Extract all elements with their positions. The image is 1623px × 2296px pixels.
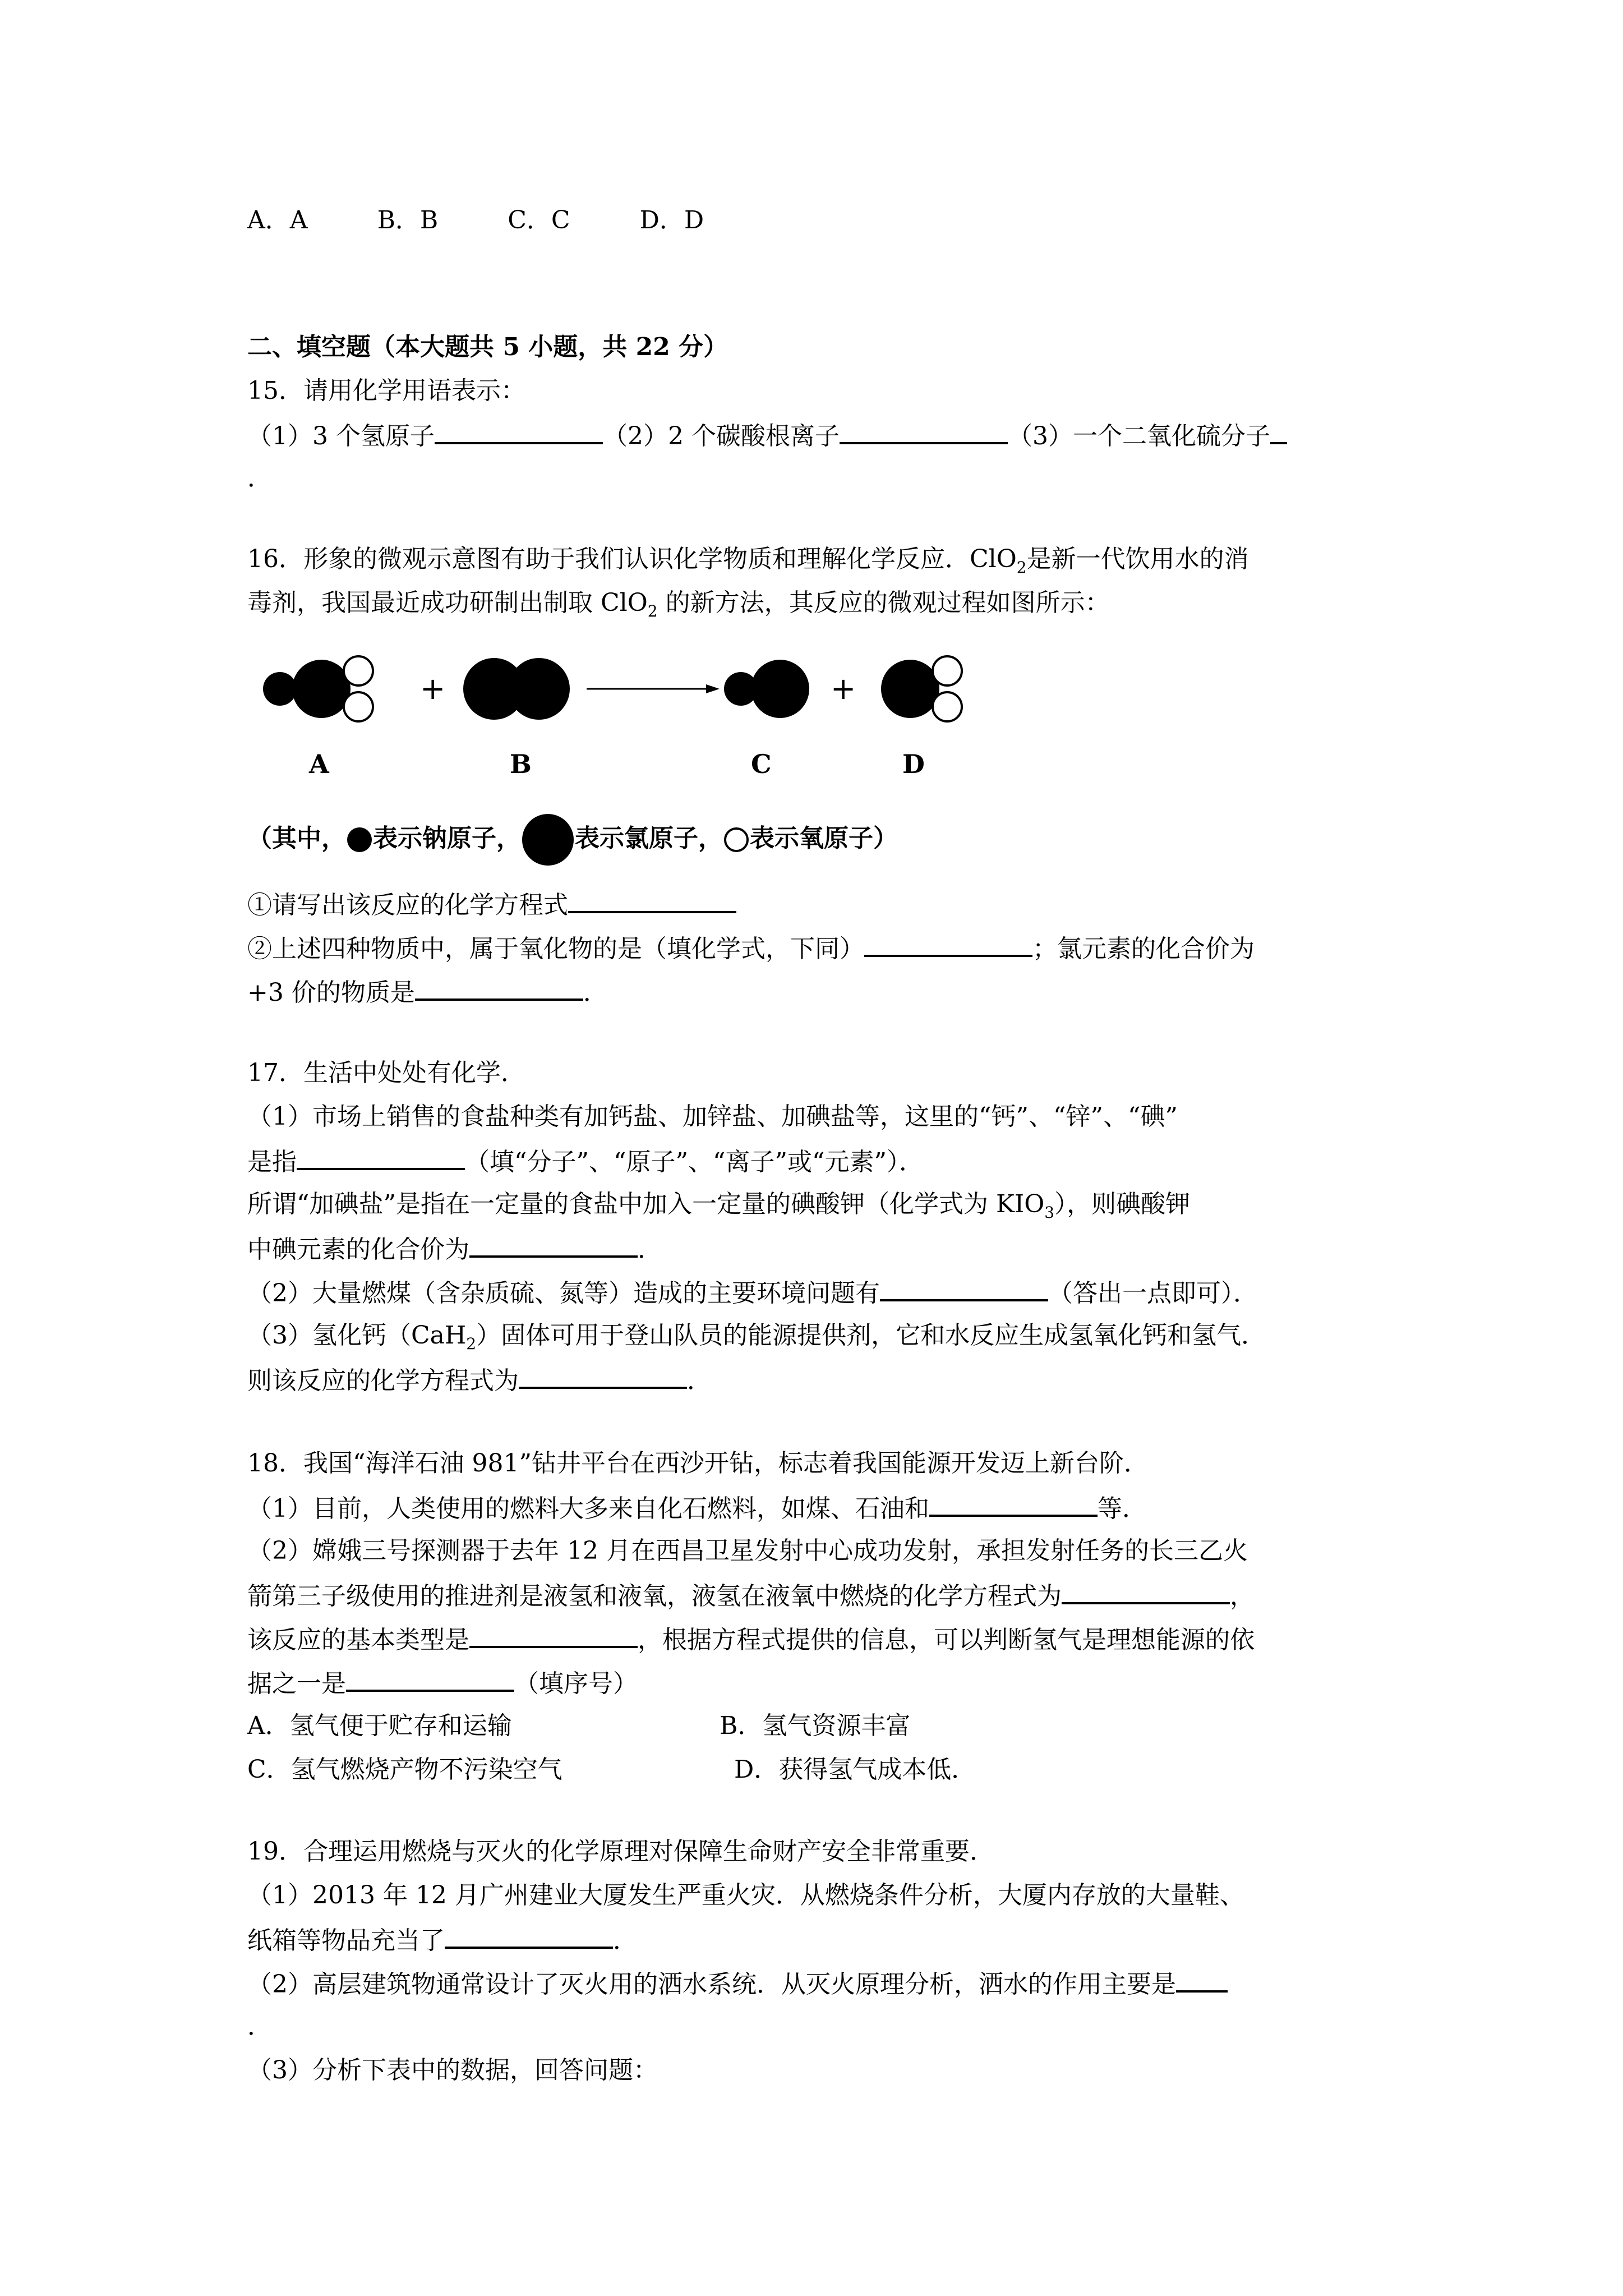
q18-option-a: A．氢气便于贮存和运输 — [247, 1711, 512, 1740]
q17-stem: 17．生活中处处有化学． — [247, 1059, 525, 1087]
q18-p2a: （2）嫦娥三号探测器于去年 12 月在西昌卫星发射中心成功发射，承担发射任务的长三乙火 — [247, 1536, 1248, 1565]
q17-p1a: （1）市场上销售的食盐种类有加钙盐、加锌盐、加碘盐等，这里的“钙”、“锌”、“碘” — [247, 1102, 1178, 1131]
q16-sub2-cont: +3 价的物质是 ． — [247, 969, 1391, 1013]
q19-p1a: （1）2013 年 12 月广州建业大厦发生严重火灾．从燃烧条件分析，大厦内存放的大量鞋、 — [247, 1881, 1244, 1910]
q18-option-b: B．氢气资源丰富 — [720, 1711, 911, 1740]
q18-p2c: 该反应的基本类型是 ，根据方程式提供的信息，可以判断氢气是理想能源的依 — [247, 1617, 1391, 1660]
q16-sub1: ①请写出该反应的化学方程式 — [247, 882, 1391, 926]
answer-blank[interactable] — [864, 926, 1032, 957]
option-b: B．B — [377, 206, 439, 234]
answer-blank[interactable] — [445, 1917, 613, 1949]
answer-blank[interactable] — [880, 1270, 1048, 1301]
question-19 — [247, 1830, 1391, 2092]
question-16-subparts — [247, 882, 1391, 1013]
option-d: D．D — [639, 206, 704, 234]
question-15 — [247, 369, 1391, 500]
answer-blank[interactable] — [840, 413, 1008, 444]
answer-blank[interactable] — [297, 1139, 465, 1170]
q18-p2b: 箭第三子级使用的推进剂是液氢和液氧，液氢在液氧中燃烧的化学方程式为 ， — [247, 1573, 1391, 1617]
q18-options-cd — [247, 1748, 1391, 1792]
answer-blank[interactable] — [929, 1485, 1098, 1517]
diagram-legend: （其中， 表示钠原子， 表示氯原子， 表示氧原子） — [247, 808, 898, 869]
question-18 — [247, 1442, 1391, 1792]
section-heading: 二、填空题（本大题共 5 小题，共 22 分） — [247, 333, 728, 361]
reaction-arrow — [587, 684, 720, 693]
answer-blank[interactable] — [435, 413, 603, 444]
answer-blank[interactable] — [469, 1226, 638, 1258]
question-17 — [247, 1051, 1391, 1401]
answer-blank[interactable] — [1062, 1573, 1230, 1604]
q19-p2: （2）高层建筑物通常设计了灭火用的洒水系统．从灭火原理分析，洒水的作用主要是 — [247, 1961, 1391, 2005]
q17-p2: （2）大量燃煤（含杂质硫、氮等）造成的主要环境问题有 （答出一点即可）． — [247, 1270, 1391, 1314]
q18-stem: 18．我国“海洋石油 981”钻井平台在西沙开钻，标志着我国能源开发迈上新台阶． — [247, 1449, 1149, 1478]
answer-blank[interactable] — [1270, 413, 1287, 444]
q19-p2-end: ． — [247, 2012, 272, 2041]
molecule-d — [881, 656, 962, 721]
q17-p1d: 所谓“加碘盐”是指在一定量的食盐中加入一定量的碘酸钾（化学式为 $KIO_3$），则碘酸钾 — [247, 1190, 1191, 1222]
q17-p3: （3）氢化钙（CaH$_2$）固体可用于登山队员的能源提供剂，它和水反应生成氢氧化钙和氢气． — [247, 1321, 1266, 1353]
option-a: A．A — [247, 206, 308, 234]
q18-option-c: C．氢气燃烧产物不污染空气 — [247, 1755, 562, 1784]
q17-p1b: 是指 （填“分子”、“原子”、“离子”或“元素”）． — [247, 1139, 1391, 1182]
q15-stem: 15．请用化学用语表示： — [247, 376, 525, 405]
q18-p2d: 据之一是 （填序号） — [247, 1660, 1391, 1704]
label-c: C — [751, 749, 772, 779]
q14-options — [247, 199, 1391, 242]
answer-blank[interactable] — [1176, 1961, 1228, 1993]
q15-parts: （1）3 个氢原子 （2）2 个碳酸根离子 （3）一个二氧化硫分子 — [247, 413, 1391, 457]
reaction-diagram — [247, 639, 999, 808]
q18-option-d: D．获得氢气成本低． — [734, 1755, 976, 1784]
molecule-a — [263, 656, 373, 721]
chlorine-atom-icon — [521, 813, 575, 867]
label-a: A — [309, 749, 329, 779]
question-16 — [247, 537, 1391, 625]
answer-blank[interactable] — [469, 1617, 638, 1648]
label-d: D — [902, 749, 925, 779]
answer-blank[interactable] — [568, 882, 736, 913]
q18-p1: （1）目前，人类使用的燃料大多来自化石燃料，如煤、石油和 等． — [247, 1485, 1391, 1529]
q19-p1b: 纸箱等物品充当了 ． — [247, 1917, 1391, 1961]
molecule-c — [724, 660, 809, 718]
option-c: C．C — [508, 206, 570, 234]
answer-blank[interactable] — [415, 969, 583, 1001]
label-b: B — [510, 749, 532, 779]
molecule-b — [463, 658, 570, 720]
q17-p1e: 中碘元素的化合价为 ． — [247, 1226, 1391, 1270]
q19-stem: 19．合理运用燃烧与灭火的化学原理对保障生命财产安全非常重要． — [247, 1837, 994, 1866]
q16-line2: 毒剂，我国最近成功研制出制取 ClO$_2$ 的新方法，其反应的微观过程如图所示： — [247, 588, 1110, 620]
oxygen-atom-icon — [723, 826, 750, 853]
q18-options-ab — [247, 1704, 1391, 1748]
q17-p3c: 则该反应的化学方程式为 ． — [247, 1358, 1391, 1401]
q19-p3: （3）分析下表中的数据，回答问题： — [247, 2056, 658, 2085]
sodium-atom-icon — [346, 826, 373, 853]
answer-blank[interactable] — [519, 1358, 687, 1389]
q16-line1: 16．形象的微观示意图有助于我们认识化学物质和理解化学反应．ClO$_2$是新一代饮用水的消 — [247, 545, 1249, 577]
plus-sign: + — [831, 671, 856, 706]
plus-sign: + — [420, 671, 446, 706]
q16-sub2: ②上述四种物质中，属于氧化物的是（填化学式，下同） ；氯元素的化合价为 — [247, 926, 1391, 969]
answer-blank[interactable] — [346, 1660, 514, 1692]
q15-end: ． — [247, 464, 272, 493]
